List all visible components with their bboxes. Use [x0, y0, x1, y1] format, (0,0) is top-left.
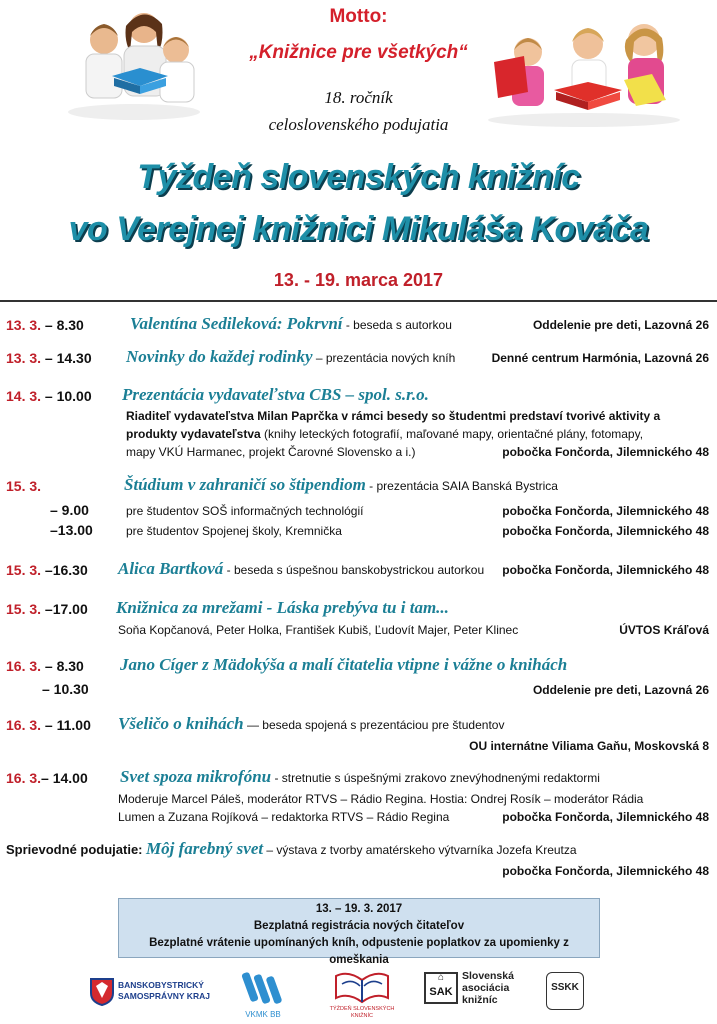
event-time: – 8.30 — [44, 317, 84, 333]
sak-abbr: SAK — [429, 986, 453, 998]
event-detail-line: Moderuje Marcel Páleš, moderátor RTVS – Rádio Regina. Hostia: Ondrej Rosík – moderátor Rádia — [118, 792, 644, 806]
event-time: – 14.30 — [44, 350, 92, 366]
event-description: – výstava z tvorby amatérskeho výtvarníka Jozefa Kreutza — [263, 843, 577, 857]
vkmk-logo — [240, 970, 286, 1022]
edition-label: 18. ročník — [324, 88, 393, 107]
event-detail-line: Riaditeľ vydavateľstva Milan Paprčka v rámci besedy so študentmi predstaví tvorivé aktivity a — [126, 409, 661, 423]
event-title: Svet spoza mikrofónu — [120, 767, 272, 786]
event-date: 13. 3. — [6, 350, 42, 366]
event-date: 16. 3. — [6, 770, 42, 786]
event-row — [0, 346, 717, 370]
event-description: - beseda s úspešnou banskobystrickou autorkou — [223, 563, 485, 577]
event-subtime: – 10.30 — [42, 681, 89, 697]
event-date: 16. 3. — [6, 717, 42, 733]
bbsk-name2: SAMOSPRÁVNY KRAJ — [118, 991, 210, 1001]
event-title: Môj farebný svet — [146, 839, 264, 858]
event-description: — beseda spojená s prezentáciou pre študentov — [243, 718, 505, 732]
sskk-logo — [546, 972, 584, 1010]
event-location: Denné centrum Harmónia, Lazovná 26 — [491, 351, 709, 365]
event-subtime: – 9.00 — [50, 502, 89, 518]
event-time: –16.30 — [44, 562, 88, 578]
event-detail-line: Lumen a Zuzana Rojíková – redaktorka RTVS – Rádio Regina — [118, 810, 450, 824]
event-title: Prezentácia vydavateľstva CBS – spol. s.r.o. — [122, 385, 429, 404]
sskk-abbr: SSKK — [551, 982, 579, 993]
event-detail-line: Soňa Kopčanová, Peter Holka, František Kubiš, Ľudovít Majer, Peter Klinec — [118, 623, 519, 637]
vkmk-label: VKMK BB — [245, 1010, 281, 1019]
main-title-line2: vo Verejnej knižnici Mikuláša Kováča — [68, 210, 649, 248]
event-title: Jano Cíger z Mädokýša a malí čitatelia vtipne i vážne o knihách — [120, 655, 568, 674]
event-location: ÚVTOS Kráľová — [619, 623, 709, 637]
event-title: Valentína Sedileková: Pokrvní — [130, 314, 343, 333]
event-row — [0, 313, 717, 337]
book-icon — [332, 968, 392, 1006]
event-time: –17.00 — [44, 601, 88, 617]
event-detail-line: mapy VKÚ Harmanec, projekt Čarovné Slovensko a i.) — [126, 445, 416, 459]
info-box-registration: Bezplatná registrácia nových čitateľov — [253, 920, 465, 932]
bbsk-name1: BANSKOBYSTRICKÝ — [118, 980, 204, 990]
event-detail-line: (knihy leteckých fotografií, maľované mapy, orientačné plány, fotomapy, — [260, 427, 644, 441]
event-location: pobočka Fončorda, Jilemnického 48 — [502, 524, 709, 538]
event-date: 15. 3. — [6, 601, 42, 617]
bbsk-crest-icon — [90, 978, 114, 1006]
event-description: - prezentácia SAIA Banská Bystrica — [365, 479, 558, 493]
event-title: Alica Bartková — [118, 559, 224, 578]
event-location: pobočka Fončorda, Jilemnického 48 — [502, 563, 709, 577]
event-description: - beseda s autorkou — [342, 318, 452, 332]
event-time: – 14.00 — [41, 770, 88, 786]
event-title: Všeličo o knihách — [118, 714, 244, 733]
event-title: Knižnica za mrežami - Láska prebýva tu i tam... — [116, 598, 449, 617]
event-time: – 11.00 — [44, 717, 91, 733]
event-row — [0, 766, 717, 828]
info-box — [118, 898, 600, 966]
event-row — [0, 654, 717, 700]
event-dates: 13. - 19. marca 2017 — [273, 270, 444, 290]
sak-name2: asociácia — [462, 982, 510, 994]
event-row — [0, 558, 717, 582]
event-title: Novinky do každej rodinky — [126, 347, 313, 366]
event-row — [0, 384, 717, 464]
info-box-amnesty: Bezplatné vrátenie upomínaných kníh, odpustenie poplatkov za upomienky z omeškania — [149, 937, 569, 966]
edition-subtitle: celoslovenského podujatia — [268, 115, 449, 134]
event-detail-bold: produkty vydavateľstva — [126, 427, 261, 441]
accompanying-label: Sprievodné podujatie: — [6, 842, 143, 857]
event-location: OU internátne Viliama Gaňu, Moskovská 8 — [469, 739, 709, 753]
main-title-line1: Týždeň slovenských knižníc — [137, 158, 580, 196]
tsk-label: TÝŽDEŇ SLOVENSKÝCH KNIŽNÍC — [329, 1006, 395, 1019]
vkmk-logo-icon — [240, 970, 286, 1010]
event-date: 13. 3. — [6, 317, 42, 333]
event-date: 15. 3. — [6, 562, 42, 578]
motto-label: Motto: — [329, 6, 388, 27]
event-location: pobočka Fončorda, Jilemnického 48 — [502, 810, 709, 824]
event-subtime: –13.00 — [50, 522, 93, 538]
divider — [0, 300, 717, 302]
event-location: pobočka Fončorda, Jilemnického 48 — [502, 504, 709, 518]
event-date: 15. 3. — [6, 478, 42, 494]
event-location: pobočka Fončorda, Jilemnického 48 — [502, 445, 709, 459]
motto-quote: „Knižnice pre všetkých“ — [249, 42, 468, 63]
sak-name3: knižníc — [462, 994, 498, 1006]
event-description: - stretnutie s úspešnými zrakovo znevýhodnenými redaktormi — [271, 771, 600, 785]
info-box-dates: 13. – 19. 3. 2017 — [315, 903, 403, 915]
event-description: – prezentácia nových kníh — [312, 351, 456, 365]
event-location: Oddelenie pre deti, Lazovná 26 — [532, 318, 709, 332]
event-date: 16. 3. — [6, 658, 42, 674]
event-row — [0, 597, 717, 641]
event-row — [0, 474, 717, 540]
tsk-logo — [329, 968, 395, 1020]
event-time: – 8.30 — [44, 658, 84, 674]
event-date: 14. 3. — [6, 388, 42, 404]
event-subtext: pre študentov Spojenej školy, Kremnička — [126, 524, 342, 538]
sponsor-logos — [0, 966, 717, 1022]
event-location: pobočka Fončorda, Jilemnického 48 — [502, 864, 709, 878]
sak-house-icon: ⌂ SAK — [424, 972, 458, 1004]
event-subtext: pre študentov SOŠ informačných technológií — [126, 504, 364, 518]
event-time: – 10.00 — [44, 388, 92, 404]
accompanying-event — [0, 838, 717, 882]
event-title: Štúdium v zahraničí so štipendiom — [124, 475, 366, 494]
event-row — [0, 713, 717, 757]
sak-name1: Slovenská — [462, 970, 514, 982]
event-location: Oddelenie pre deti, Lazovná 26 — [532, 683, 709, 697]
